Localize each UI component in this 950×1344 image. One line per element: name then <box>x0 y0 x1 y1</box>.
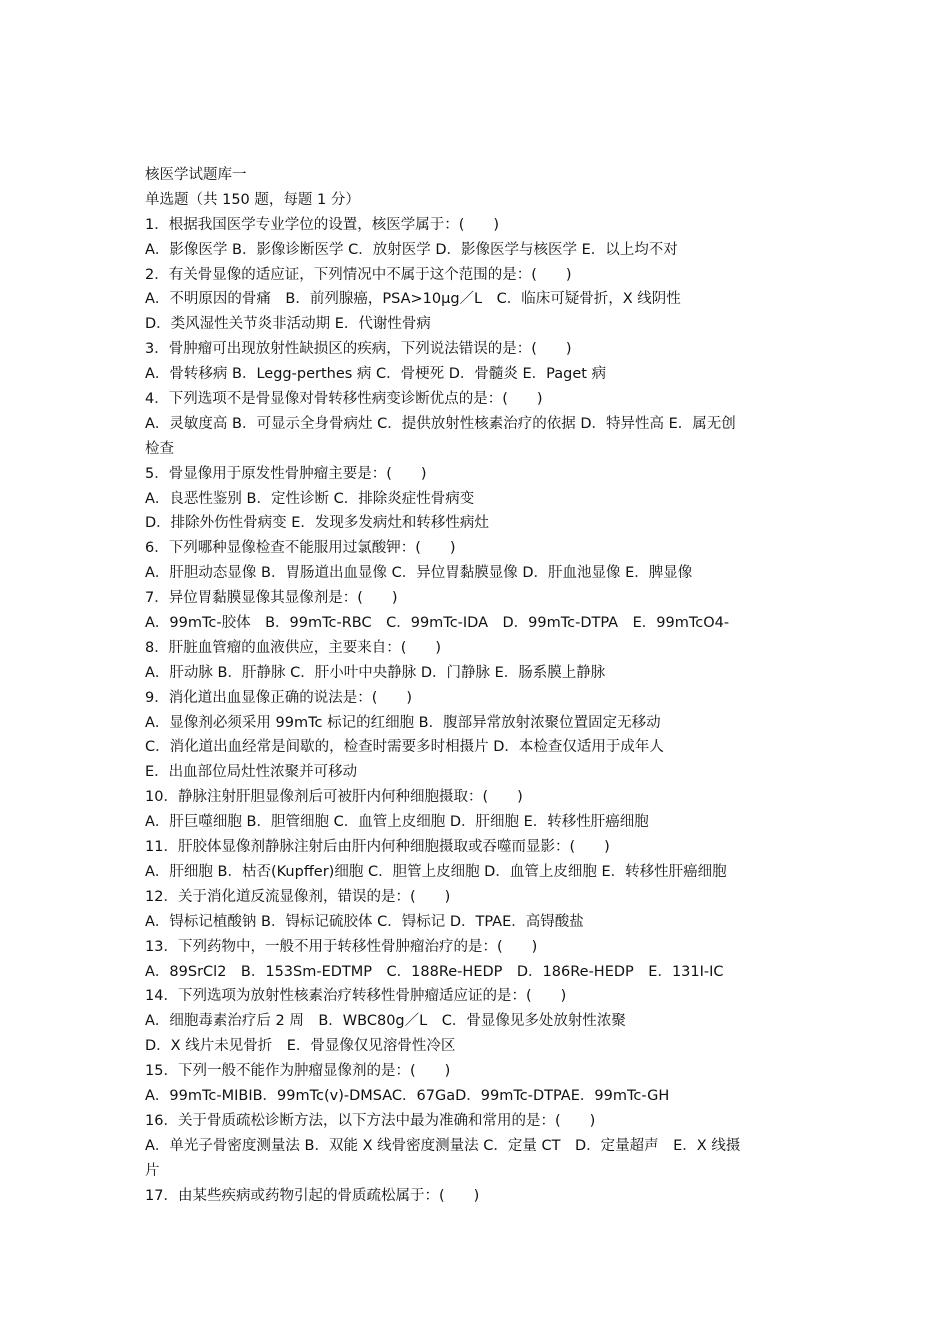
document-title: 核医学试题库一 <box>145 167 247 183</box>
text-line: A．肝细胞 B．枯否(Kupffer)细胞 C．胆管上皮细胞 D．血管上皮细胞 E．转移性肝癌细胞 <box>145 863 727 880</box>
text-line: 17．由某些疾病或药物引起的骨质疏松属于：( ) <box>145 1187 480 1204</box>
text-line: 1．根据我国医学专业学位的设置，核医学属于：( ) <box>145 216 500 233</box>
text-line: A．细胞毒素治疗后 2 周 B．WBC80g／L C．骨显像见多处放射性浓聚 <box>145 1013 626 1030</box>
text-line: A．良恶性鉴别 B．定性诊断 C．排除炎症性骨病变 <box>145 490 475 507</box>
text-line: 11．肝胶体显像剂静脉注射后由肝内何种细胞摄取或吞噬而显影：( ) <box>145 839 610 856</box>
text-line: 6．下列哪种显像检查不能服用过氯酸钾：( ) <box>145 540 456 557</box>
text-line: E．出血部位局灶性浓聚并可移动 <box>145 764 358 781</box>
text-line: 片 <box>145 1162 160 1179</box>
text-line: A．89SrCl2 B．153Sm-EDTMP C．188Re-HEDP D．186Re-HEDP E．131I-IC <box>145 963 724 980</box>
text-line: A．肝胆动态显像 B．胃肠道出血显像 C．异位胃黏膜显像 D．肝血池显像 E．脾显像 <box>145 565 693 582</box>
text-line: 9．消化道出血显像正确的说法是：( ) <box>145 689 413 706</box>
text-line: 13．下列药物中，一般不用于转移性骨肿瘤治疗的是：( ) <box>145 938 538 955</box>
section-heading: 单选题（共 150 题，每题 1 分） <box>145 191 360 208</box>
text-line: 检查 <box>145 440 174 457</box>
text-line: D．X 线片未见骨折 E．骨显像仅见溶骨性冷区 <box>145 1038 456 1055</box>
text-line: A．单光子骨密度测量法 B．双能 X 线骨密度测量法 C．定量 CT D．定量超声 E．X 线摄 <box>145 1137 741 1154</box>
text-line: 8．肝脏血管瘤的血液供应，主要来自：( ) <box>145 639 442 656</box>
text-line: C．消化道出血经常是间歇的，检查时需要多时相摄片 D．本检查仅适用于成年人 <box>145 739 664 756</box>
text-line: A．99mTc-胶体 B．99mTc-RBC C．99mTc-IDA D．99mTc-DTPA E．99mTcO4- <box>145 615 730 632</box>
text-line: 5．骨显像用于原发性骨肿瘤主要是：( ) <box>145 465 427 482</box>
text-line: 2．有关骨显像的适应证，下列情况中不属于这个范围的是：( ) <box>145 266 572 283</box>
text-line: A．显像剂必须采用 99mTc 标记的红细胞 B．腹部异常放射浓聚位置固定无移动 <box>145 714 661 731</box>
text-line: 16．关于骨质疏松诊断方法，以下方法中最为准确和常用的是：( ) <box>145 1112 596 1129</box>
text-line: D．类风湿性关节炎非活动期 E．代谢性骨病 <box>145 316 431 333</box>
document-page <box>145 163 825 1208</box>
text-line: 12．关于消化道反流显像剂，错误的是：( ) <box>145 888 451 905</box>
question-list <box>145 213 825 1209</box>
text-line: 7．异位胃黏膜显像其显像剂是：( ) <box>145 590 398 607</box>
text-line: A．99mTc-MIBIB．99mTc(v)-DMSAC．67GaD．99mTc-DTPAE．99mTc-GH <box>145 1087 670 1104</box>
text-line: A．影像医学 B．影像诊断医学 C．放射医学 D．影像医学与核医学 E．以上均不对 <box>145 241 678 258</box>
text-line: A．不明原因的骨痛 B．前列腺癌，PSA>10μg／L C．临床可疑骨折，X 线阴性 <box>145 291 681 308</box>
text-line: 15．下列一般不能作为肿瘤显像剂的是：( ) <box>145 1063 451 1080</box>
text-line: A．灵敏度高 B．可显示全身骨病灶 C．提供放射性核素治疗的依据 D．特异性高 E．属无创 <box>145 415 736 432</box>
text-line: 4．下列选项不是骨显像对骨转移性病变诊断优点的是：( ) <box>145 391 543 408</box>
text-line: 14．下列选项为放射性核素治疗转移性骨肿瘤适应证的是：( ) <box>145 988 567 1005</box>
text-line: A．肝巨噬细胞 B．胆管细胞 C．血管上皮细胞 D．肝细胞 E．转移性肝癌细胞 <box>145 814 649 831</box>
text-line: D．排除外伤性骨病变 E．发现多发病灶和转移性病灶 <box>145 515 489 532</box>
text-line: 10．静脉注射肝胆显像剂后可被肝内何种细胞摄取：( ) <box>145 789 523 806</box>
text-line: 3．骨肿瘤可出现放射性缺损区的疾病，下列说法错误的是：( ) <box>145 341 572 358</box>
text-line: A．骨转移病 B．Legg-perthes 病 C．骨梗死 D．骨髓炎 E．Paget 病 <box>145 366 607 383</box>
text-line: A．肝动脉 B．肝静脉 C．肝小叶中央静脉 D．门静脉 E．肠系膜上静脉 <box>145 664 606 681</box>
text-line: A．锝标记植酸钠 B．锝标记硫胶体 C．锝标记 D．TPAE．高锝酸盐 <box>145 913 584 930</box>
